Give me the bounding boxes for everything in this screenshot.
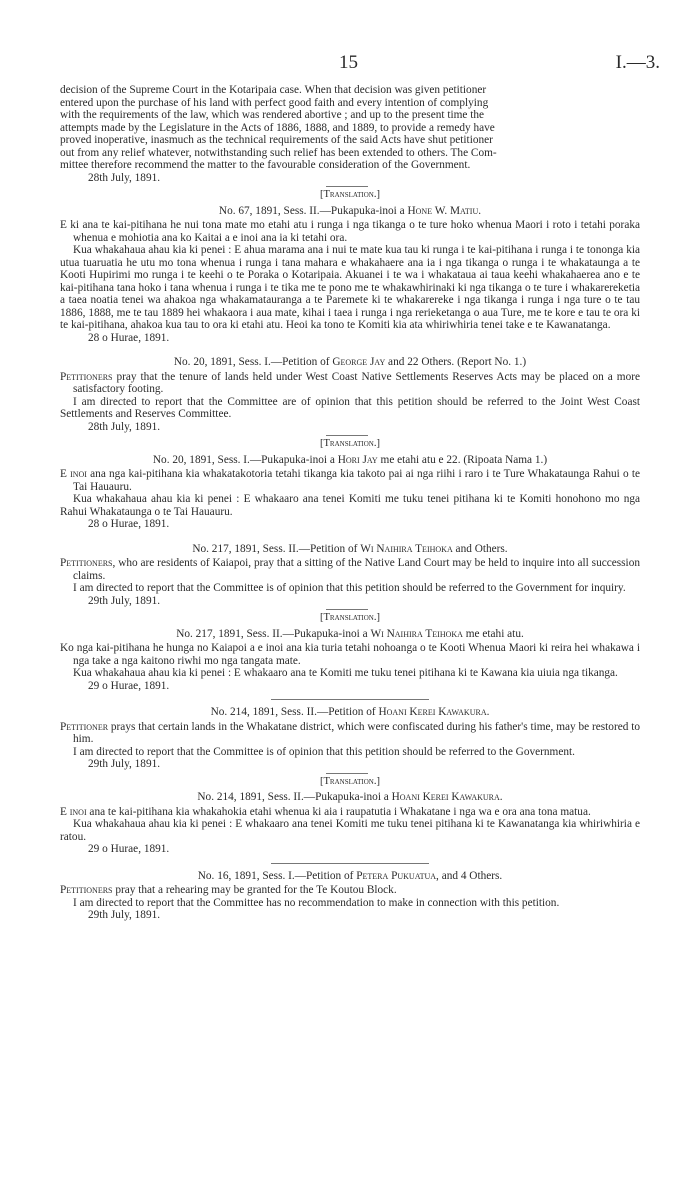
petitioner-name: Hone W. Matiu [407, 204, 479, 217]
continuation-line: mittee therefore recommend the matter to the favourable consideration of the Government. [60, 159, 471, 171]
section-divider [271, 863, 429, 864]
committee-report: I am directed to report that the Committee is of opinion that this petition should be referred to the Government. [73, 745, 575, 758]
report-date: 28th July, 1891. [88, 420, 161, 433]
continuation-line: attempts made by the Legislature in the Acts of 1886, 1888, and 1889, to provide a remedy have [60, 121, 495, 134]
petition-title: No. 67, 1891, Sess. II.—Pukapuka-inoi a Hone W. Matiu. [218, 204, 482, 217]
report-date: 28th July, 1891. [88, 171, 161, 184]
petition-title: No. 214, 1891, Sess. II.—Pukapuka-inoi a Hoani Kerei Kawakura. [197, 791, 503, 803]
committee-report: Kua whakahaua ahau kia ki penei : E ahua marama ana i nui te mate kua tau ki runga i te kai-pitihana i runga i te tononga kia utua tuaruatia he utu mo tona whenua i runga i tana mahara e whakahaere ana ia i nga tikanga o runga i te whakataunga a te Kooti Hupirimi mo runga i te keehi o te Poraka o Kotaripaia. Akuanei i te wa i whakataua ai taua keehi whakahaerea ano e te kai-pitihana tana hoko i tana whenua i runga i te tika me te pono me te whakawhirinaki ki nga tikanga o te ture i whakarereketia a taea noatia tenei wa ahakoa nga whakamatauranga a te Paremete ki te whakarereke i nga tikanga i runga i nga ture o te tau 1886, 1888, me te tau 1889 hei whakaora i aua mate, kihai i taea i runga i nga rerieketanga o aua Ture, me te kore e tau te ora ki te kai-pitihana, ahakoa kua tau to ora ki etahi atu. Heoi ka tono te Komiti kia ata whiriwhiria tenei take e te Kawanatanga. [60, 244, 640, 331]
petitioner-name: Hoani Kerei Kawakura [391, 791, 500, 803]
report-date: 28 o Hurae, 1891. [88, 518, 170, 530]
committee-report: I am directed to report that the Committee is of opinion that this petition should be referred to the Government for inquiry. [73, 582, 626, 594]
petitioner-name: George Jay [332, 356, 386, 368]
continuation-line: entered upon the purchase of his land with perfect good faith and every intention of complying [60, 96, 489, 109]
committee-report: Kua whakahaua ahau kia ki penei : E whakaaro ana tenei Komiti me tuku tenei pitihana ki te Komiti honohono mo nga Rahui Whakataunga o te Tai Hauauru. [60, 493, 640, 518]
translation-label: [Translation.] [320, 612, 380, 623]
petitioner-name: Wi Naihira Teihoka [370, 627, 463, 640]
petition-summary: E inoi ana nga kai-pitihana kia whakatakotoria tetahi tikanga kia takoto pai ai nga riihi i raro i te Ture Whakataunga Rahui o te Tai Hauauru. [60, 468, 640, 493]
petition-title: No. 217, 1891, Sess. II.—Pukapuka-inoi a Wi Naihira Teihoka me etahi atu. [176, 627, 524, 640]
petition-title: No. 214, 1891, Sess. II.—Petition of Hoani Kerei Kawakura. [210, 706, 490, 718]
short-divider [326, 773, 368, 774]
petitioner-name: Wi Naihira Teihoka [360, 542, 453, 555]
petition-summary: Petitioners pray that the tenure of lands held under West Coast Native Settlements Reserves Acts may be placed on a more satisfactory footing. [60, 370, 640, 395]
document-reference: I.—3. [615, 52, 660, 73]
committee-report: Kua whakahaua ahau kia ki penei : E whakaaro ana tenei Komiti me tuku tenei pitihana ki te Kawanatanga kia whiriwhiria e ratou. [60, 818, 640, 843]
translation-label: [Translation.] [320, 775, 380, 787]
report-date: 29th July, 1891. [88, 909, 161, 921]
petition-summary: Petitioners pray that a rehearing may be granted for the Te Koutou Block. [60, 884, 397, 896]
continuation-line: with the requirements of the law, which was rendered abortive ; and up to the present time the [60, 109, 485, 121]
short-divider [326, 609, 368, 610]
petition-title: No. 20, 1891, Sess. I.—Pukapuka-inoi a Hori Jay me etahi atu e 22. (Ripoata Nama 1.) [152, 453, 548, 466]
translation-label: [Translation.] [320, 438, 380, 449]
page-number: 15 [339, 52, 358, 73]
report-date: 29 o Hurae, 1891. [88, 679, 170, 692]
committee-report: I am directed to report that the Committee has no recommendation to make in connection with this petition. [73, 896, 560, 909]
continuation-paragraph [60, 84, 640, 172]
report-date: 29th July, 1891. [88, 594, 161, 607]
report-date: 29th July, 1891. [88, 758, 161, 770]
short-divider [326, 186, 368, 187]
petitioner-name: Petera Pukuatua [356, 869, 437, 882]
committee-report: I am directed to report that the Committee are of opinion that this petition should be referred to the Joint West Coast Settlements and Reserves Committee. [60, 395, 640, 420]
petition-summary: E inoi ana te kai-pitihana kia whakahokia etahi whenua ki aia i raupatutia i Whakatane i nga wa e ora ana tona matua. [60, 805, 591, 818]
short-divider [326, 435, 368, 436]
petition-title: No. 16, 1891, Sess. I.—Petition of Petera Pukuatua, and 4 Others. [197, 869, 503, 882]
petitioner-name: Hoani Kerei Kawakura [378, 706, 487, 718]
committee-report: Kua whakahaua ahau kia ki penei : E whakaaro ana te Komiti me tuku tenei pitihana ki te Kawana kia uiuia nga tikanga. [73, 667, 618, 679]
page-header [0, 52, 700, 76]
continuation-line: out from any relief whatever, notwithstanding such relief has been extended to others. The Com- [60, 146, 497, 159]
petition-summary: Petitioners, who are residents of Kaiapoi, pray that a sitting of the Native Land Court may be held to inquire into all succession claims. [60, 557, 640, 582]
petition-title: No. 20, 1891, Sess. I.—Petition of George Jay and 22 Others. (Report No. 1.) [173, 356, 527, 368]
petition-summary: Petitioner prays that certain lands in the Whakatane district, which were confiscated during his father's time, may be restored to him. [60, 720, 640, 745]
petition-title: No. 217, 1891, Sess. II.—Petition of Wi Naihira Teihoka and Others. [192, 542, 508, 555]
continuation-line: decision of the Supreme Court in the Kotaripaia case. When that decision was given petitioner [60, 84, 487, 96]
page-content [60, 84, 640, 922]
petition-summary: E ki ana te kai-pitihana he nui tona mate mo etahi atu i runga i nga tikanga o te ture hoko whenua Maori i roto i tetahi poraka whenua e mohiotia ana ko Kaitai a e inoi ana ia ki tetahi ora. [60, 219, 640, 244]
petitioner-name: Hori Jay [337, 453, 378, 466]
petition-summary: Ko nga kai-pitihana he hunga no Kaiapoi a e inoi ana kia turia tetahi nohoanga o te Kooti Whenua Maori ki reira hei whakawa i nga take a nga kaitono riwhi mo nga tangata mate. [60, 642, 640, 667]
section-divider [271, 699, 429, 700]
translation-label: [Translation.] [320, 189, 380, 200]
report-date: 28 o Hurae, 1891. [88, 331, 170, 344]
continuation-line: proved inoperative, inasmuch as the technical requirements of the said Acts have shut petitioner [60, 134, 493, 146]
report-date: 29 o Hurae, 1891. [88, 843, 170, 855]
